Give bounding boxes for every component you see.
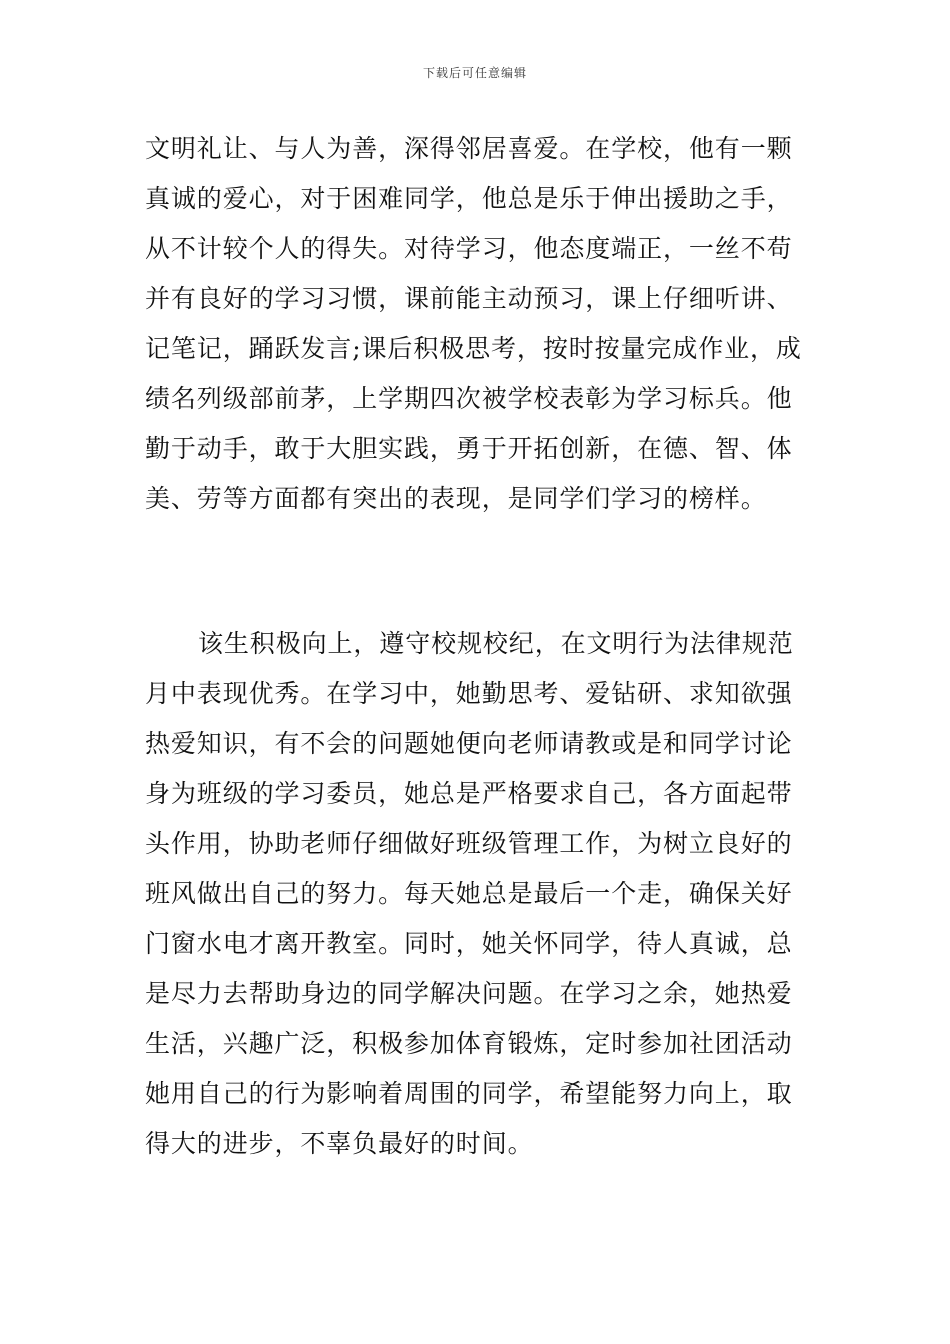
text-line: 生活，兴趣广泛，积极参加体育锻炼，定时参加社团活动	[145, 1029, 793, 1058]
text-line: 从不计较个人的得失。对待学习，他态度端正，一丝不苟	[145, 234, 793, 263]
text-line-indented: 该生积极向上，遵守校规校纪，在文明行为法律规范	[198, 629, 794, 658]
text-line: 头作用，协助老师仔细做好班级管理工作，为树立良好的	[145, 829, 793, 858]
text-line: 绩名列级部前茅，上学期四次被学校表彰为学习标兵。他	[145, 384, 793, 413]
text-line: 并有良好的学习习惯，课前能主动预习，课上仔细听讲、	[145, 284, 793, 313]
text-line: 记笔记，踊跃发言;课后积极思考，按时按量完成作业，成	[145, 334, 802, 363]
text-line: 文明礼让、与人为善，深得邻居喜爱。在学校，他有一颗	[145, 134, 793, 163]
text-line: 她用自己的行为影响着周围的同学，希望能努力向上，取	[145, 1079, 793, 1108]
text-line: 得大的进步，不辜负最好的时间。	[145, 1129, 534, 1158]
text-line: 班风做出自己的努力。每天她总是最后一个走，确保关好	[145, 879, 793, 908]
text-line: 门窗水电才离开教室。同时，她关怀同学，待人真诚，总	[145, 929, 793, 958]
text-line: 是尽力去帮助身边的同学解决问题。在学习之余，她热爱	[145, 979, 793, 1008]
text-line: 美、劳等方面都有突出的表现，是同学们学习的榜样。	[145, 484, 767, 513]
text-line: 月中表现优秀。在学习中，她勤思考、爱钻研、求知欲强	[145, 679, 793, 708]
paragraph-2	[145, 619, 810, 1169]
page-header: 下载后可任意编辑	[422, 66, 527, 80]
text-line: 热爱知识，有不会的问题她便向老师请教或是和同学讨论	[145, 729, 793, 758]
text-line: 勤于动手，敢于大胆实践，勇于开拓创新，在德、智、体	[145, 434, 793, 463]
paragraph-1	[145, 124, 810, 524]
text-line: 真诚的爱心，对于困难同学，他总是乐于伸出援助之手，	[145, 184, 793, 213]
text-line: 身为班级的学习委员，她总是严格要求自己，各方面起带	[145, 779, 793, 808]
